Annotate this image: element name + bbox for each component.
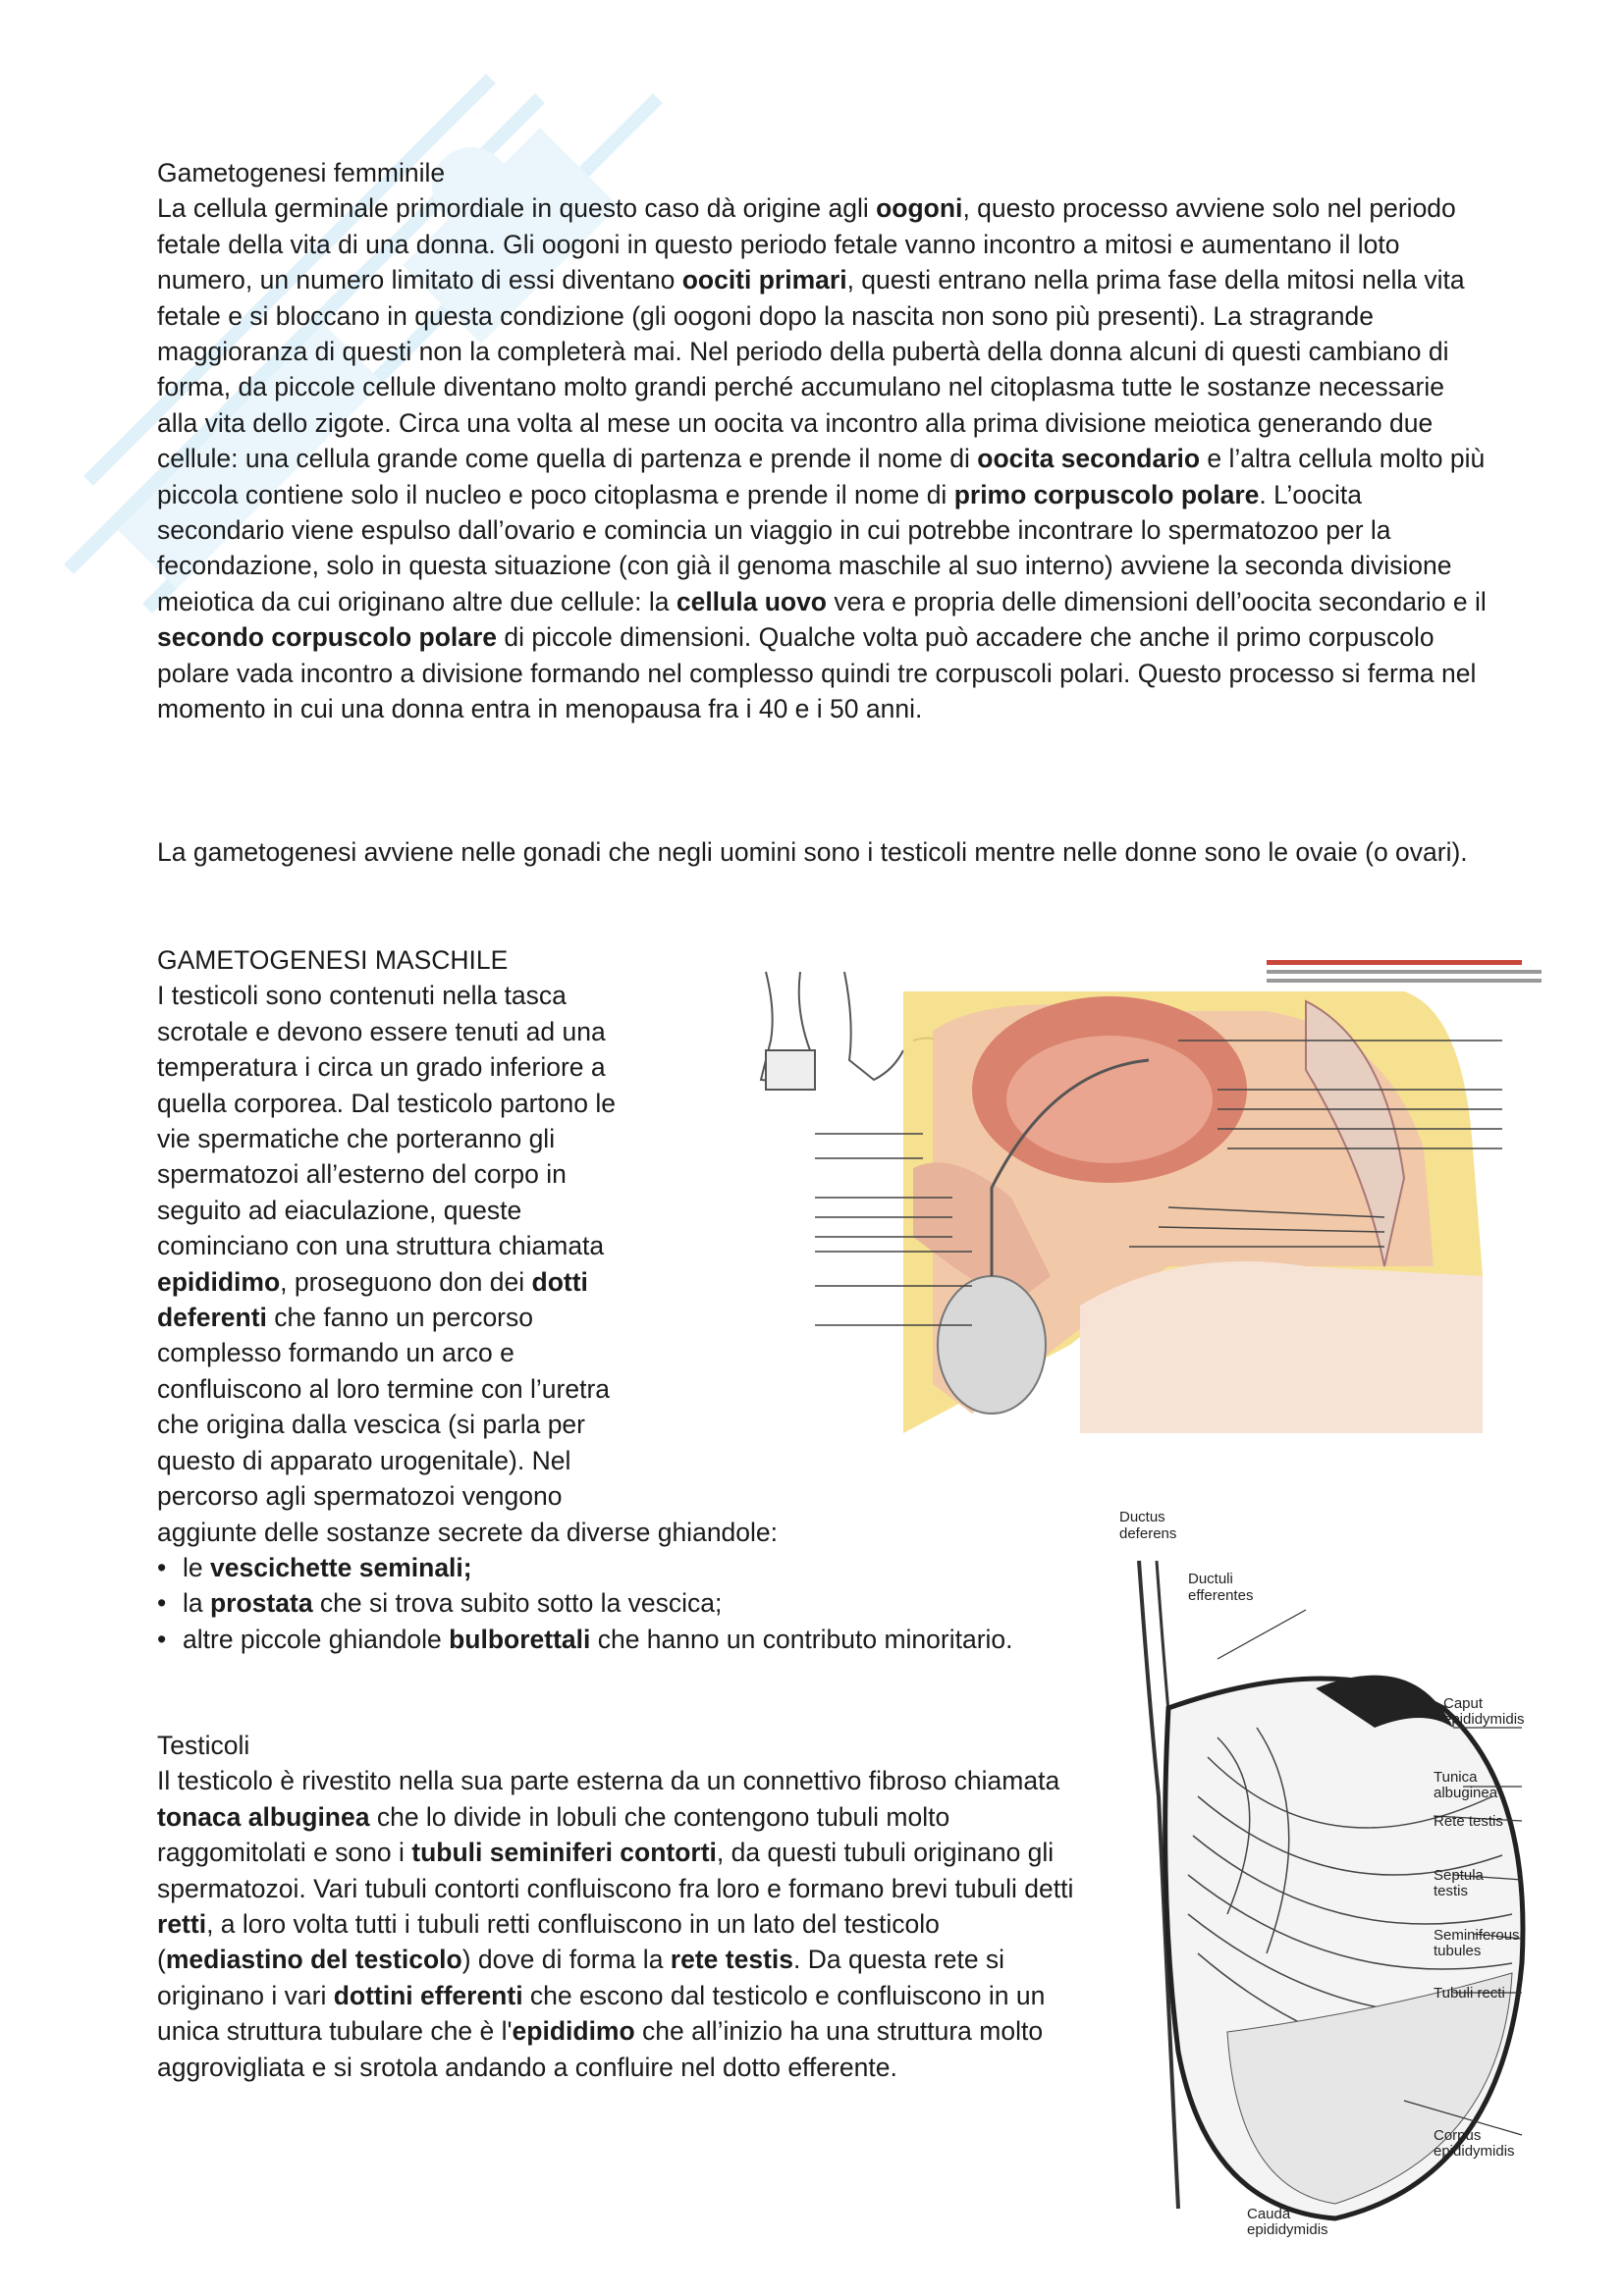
svg-text:albuginea: albuginea — [1434, 1785, 1498, 1801]
bold-term: primo corpuscolo polare — [953, 479, 1260, 509]
section-title-male: GAMETOGENESI MASCHILE — [157, 945, 509, 975]
text-run: che all’inizio ha una struttura molto aggrovigliata e si srotola andando a confluire nel dotto efferente. — [157, 2016, 1044, 2082]
svg-text:tubules: tubules — [1434, 1943, 1482, 1959]
bold-term: mediastino del testicolo — [165, 1945, 462, 1975]
bold-term: tubuli seminiferi contorti — [411, 1838, 717, 1868]
svg-text:epididymidis: epididymidis — [1434, 2143, 1515, 2160]
text-run: vie spermatiche che porteranno gli — [157, 1124, 556, 1154]
svg-text:efferentes: efferentes — [1188, 1587, 1254, 1604]
testicles-paragraph — [157, 1763, 1080, 2085]
svg-text:deferens: deferens — [1119, 1525, 1177, 1542]
section-title-testicles: Testicoli — [157, 1731, 250, 1760]
svg-text:Cauda: Cauda — [1247, 2206, 1291, 2222]
bold-term: dotti — [531, 1266, 588, 1297]
text-run: che escono dal testicolo e confluiscono in un unica struttura tubulare che è l' — [157, 1980, 1046, 2047]
gland-list — [157, 1550, 1021, 1657]
gonads-section — [157, 834, 1492, 870]
text-run: . Da questa rete si originano i vari — [157, 1945, 1005, 2010]
svg-text:Tubuli recti: Tubuli recti — [1434, 1985, 1505, 2002]
svg-text:Tunica: Tunica — [1434, 1769, 1478, 1786]
bold-term: bulborettali — [449, 1624, 591, 1654]
bold-term: oogoni — [876, 193, 963, 224]
text-run: , a loro volta tutti i tubuli retti confluiscono in un lato del testicolo ( — [157, 1909, 940, 1975]
svg-text:Caput: Caput — [1443, 1695, 1484, 1712]
testis-section-figure — [1080, 1502, 1581, 2248]
text-run: che origina dalla vescica (si parla per — [157, 1410, 585, 1440]
text-run: ) dove di forma la — [461, 1945, 671, 1975]
text-run: la — [183, 1588, 210, 1619]
text-run: complesso formando un arco e — [157, 1338, 514, 1368]
text-run: vera e propria delle dimensioni dell’oocita secondario e il — [827, 586, 1487, 616]
text-run: temperatura i circa un grado inferiore a — [157, 1052, 606, 1083]
list-item — [157, 1550, 1021, 1585]
text-run: quella corporea. Dal testicolo partono le — [157, 1088, 616, 1118]
svg-text:Seminiferous: Seminiferous — [1434, 1927, 1520, 1944]
text-run: , proseguono don dei — [280, 1266, 532, 1297]
bold-term: vescichette seminali; — [210, 1552, 472, 1582]
text-run: questo di apparato urogenitale). Nel — [157, 1445, 571, 1475]
text-run: scrotale e devono essere tenuti ad una — [157, 1016, 606, 1046]
male-reproductive-system-figure — [756, 952, 1551, 1433]
bold-term: oociti primari — [681, 265, 847, 295]
female-section — [157, 155, 1488, 727]
text-run: le — [183, 1552, 210, 1582]
text-run: percorso agli spermatozoi vengono — [157, 1481, 563, 1512]
list-item — [157, 1585, 1021, 1621]
bold-term: retti — [157, 1909, 207, 1940]
text-run: seguito ad eiaculazione, queste — [157, 1195, 522, 1225]
text-line — [157, 1443, 1041, 1478]
text-run: che fanno un percorso — [266, 1303, 533, 1333]
section-title-female: Gametogenesi femminile — [157, 158, 446, 187]
svg-text:Rete testis: Rete testis — [1434, 1813, 1503, 1830]
testicles-section — [157, 1728, 1080, 2085]
svg-text:Ductuli: Ductuli — [1188, 1571, 1233, 1587]
bold-term: oocita secondario — [977, 444, 1201, 474]
svg-text:epididymidis: epididymidis — [1247, 2221, 1328, 2238]
text-line — [157, 1515, 1041, 1550]
bold-term: prostata — [210, 1588, 313, 1619]
text-run: spermatozoi all’esterno del corpo in — [157, 1159, 567, 1190]
svg-text:testis: testis — [1434, 1883, 1469, 1899]
svg-text:Septula: Septula — [1434, 1867, 1484, 1884]
text-run: altre piccole ghiandole — [183, 1624, 450, 1654]
list-item — [157, 1622, 1021, 1657]
text-run: Il testicolo è rivestito nella sua parte esterna da un connettivo fibroso chiamata — [157, 1766, 1060, 1796]
bold-term: epididimo — [157, 1266, 281, 1297]
text-run: , da questi tubuli originano gli spermatozoi. Vari tubuli contorti confluiscono fra loro e formano brevi tubuli detti — [157, 1838, 1074, 1903]
bold-term: secondo corpuscolo polare — [157, 622, 498, 653]
bold-term: rete testis — [670, 1945, 793, 1975]
text-run: confluiscono al loro termine con l’uretra — [157, 1373, 611, 1404]
text-run: cominciano con una struttura chiamata — [157, 1231, 605, 1261]
text-run: aggiunte delle sostanze secrete da diverse ghiandole: — [157, 1517, 779, 1547]
svg-text:Corpus: Corpus — [1434, 2127, 1482, 2144]
text-line — [157, 1478, 1041, 1514]
text-run: , questi entrano nella prima fase della mitosi nella vita fetale e si bloccano in questa condizione (gli oogoni dopo la nascita non sono più presenti). La stragrande maggioranza di questi non la completerà mai. Nel periodo della pubertà della donna alcuni di questi cambiano di forma, da piccole cellule diventano molto grandi perché accumulano nel citoplasma tutte le sostanze necessarie alla vita dello zigote. Circa una volta al mese un oocita va incontro alla prima divisione meiotica generando due cellule: una cellula grande come quella di partenza e prende il nome di — [157, 265, 1465, 474]
bold-term: cellula uovo — [676, 586, 827, 616]
text-run: I testicoli sono contenuti nella tasca — [157, 981, 567, 1011]
text-run: di piccole dimensioni. Qualche volta può accadere che anche il primo corpuscolo polare vada incontro a divisione formando nel complesso quindi tre corpuscoli polari. Questo processo si ferma nel momento in cui una donna entra in menopausa fra i 40 e i 50 anni. — [157, 622, 1477, 724]
label-ductus-deferens: Ductus — [1119, 1509, 1165, 1525]
bold-term: deferenti — [157, 1303, 267, 1333]
bold-term: dottini efferenti — [333, 1980, 523, 2010]
text-run: . L’oocita secondario viene espulso dall’ovario e comincia un viaggio in cui potrebbe incontrare lo spermatozoo per la fecondazione, solo in questa situazione (con già il genoma maschile al suo interno) avviene la seconda divisione meiotica da cui originano altre due cellule: la — [157, 479, 1452, 616]
text-run: e l’altra cellula molto più piccola contiene solo il nucleo e poco citoplasma e prende il nome di — [157, 444, 1486, 509]
text-run: , questo processo avviene solo nel periodo fetale della vita di una donna. Gli oogoni in questo periodo fetale vanno incontro a mitosi e aumentano il loto numero, un numero limitato di essi diventano — [157, 193, 1456, 295]
text-run: che hanno un contributo minoritario. — [590, 1624, 1013, 1654]
text-run: che si trova subito sotto la vescica; — [312, 1588, 723, 1619]
bold-term: epididimo — [512, 2016, 635, 2047]
text-run: che lo divide in lobuli che contengono tubuli molto raggomitolati e sono i — [157, 1801, 950, 1868]
female-paragraph — [157, 190, 1488, 726]
text-run: La cellula germinale primordiale in questo caso dà origine agli — [157, 193, 877, 224]
gonads-paragraph: La gametogenesi avviene nelle gonadi che negli uomini sono i testicoli mentre nelle donne sono le ovaie (o ovari). — [157, 837, 1468, 867]
svg-text:epididymidis: epididymidis — [1443, 1711, 1525, 1728]
bold-term: tonaca albuginea — [157, 1801, 370, 1832]
